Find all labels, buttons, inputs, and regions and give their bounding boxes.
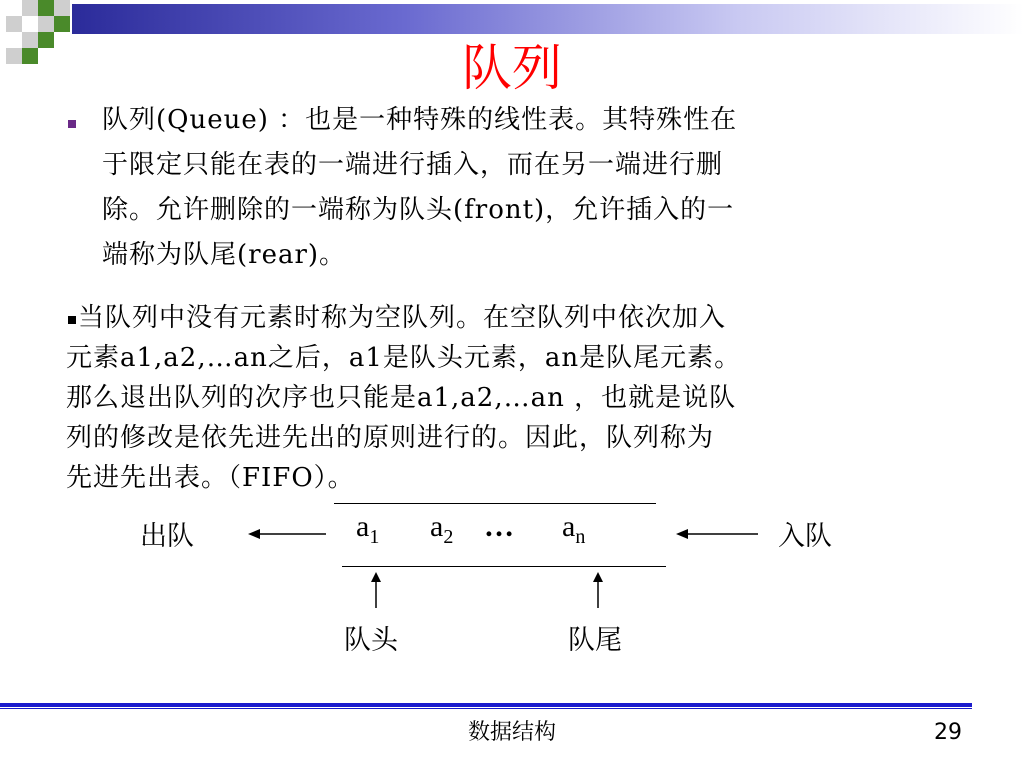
paragraph-1-line-1: 队列(Queue) ：也是一种特殊的线性表。其特殊性在 <box>102 105 738 135</box>
paragraph-2-line-2: 元素a1,a2,…an之后，a1是队头元素，an是队尾元素。 <box>66 343 742 373</box>
queue-element-a1: $a_1$ <box>356 510 380 548</box>
queue-top-border <box>334 503 656 504</box>
front-label: 队头 <box>344 625 398 656</box>
dequeue-arrow-icon <box>248 526 328 542</box>
page-number: 29 <box>934 720 962 745</box>
rear-label: 队尾 <box>568 625 622 656</box>
queue-element-a2: $a_2$ <box>430 510 454 548</box>
footer-title: 数据结构 <box>467 720 556 745</box>
rear-pointer-arrow-icon <box>590 572 606 608</box>
paragraph-2-line-3: 那么退出队列的次序也只能是a1,a2,…an ，也就是说队 <box>66 383 737 413</box>
paragraph-1-line-4: 端称为队尾(rear)。 <box>102 240 347 270</box>
footer-divider <box>0 703 972 707</box>
enqueue-arrow-icon <box>676 526 760 542</box>
enqueue-label: 入队 <box>778 521 832 552</box>
dequeue-label: 出队 <box>140 521 194 552</box>
paragraph-2-line-5: 先进先出表。（FIFO）。 <box>66 463 355 493</box>
footer-divider-thin <box>0 708 972 709</box>
queue-bottom-border <box>342 566 666 567</box>
paragraph-1-line-2: 于限定只能在表的一端进行插入，而在另一端进行删 <box>102 150 724 180</box>
header-gradient-bar <box>72 4 1024 34</box>
queue-element-an: $a_n$ <box>562 510 586 548</box>
bullet-icon <box>68 316 76 324</box>
slide-title: 队列 <box>462 39 562 97</box>
paragraph-1-line-3: 除。允许删除的一端称为队头(front)，允许插入的一 <box>102 195 735 225</box>
bullet-icon <box>68 120 76 128</box>
front-pointer-arrow-icon <box>368 572 384 608</box>
paragraph-2-line-4: 列的修改是依先进先出的原则进行的。因此，队列称为 <box>66 423 715 453</box>
paragraph-2-line-1: 当队列中没有元素时称为空队列。在空队列中依次加入 <box>78 303 727 333</box>
queue-ellipsis: … <box>484 510 514 543</box>
